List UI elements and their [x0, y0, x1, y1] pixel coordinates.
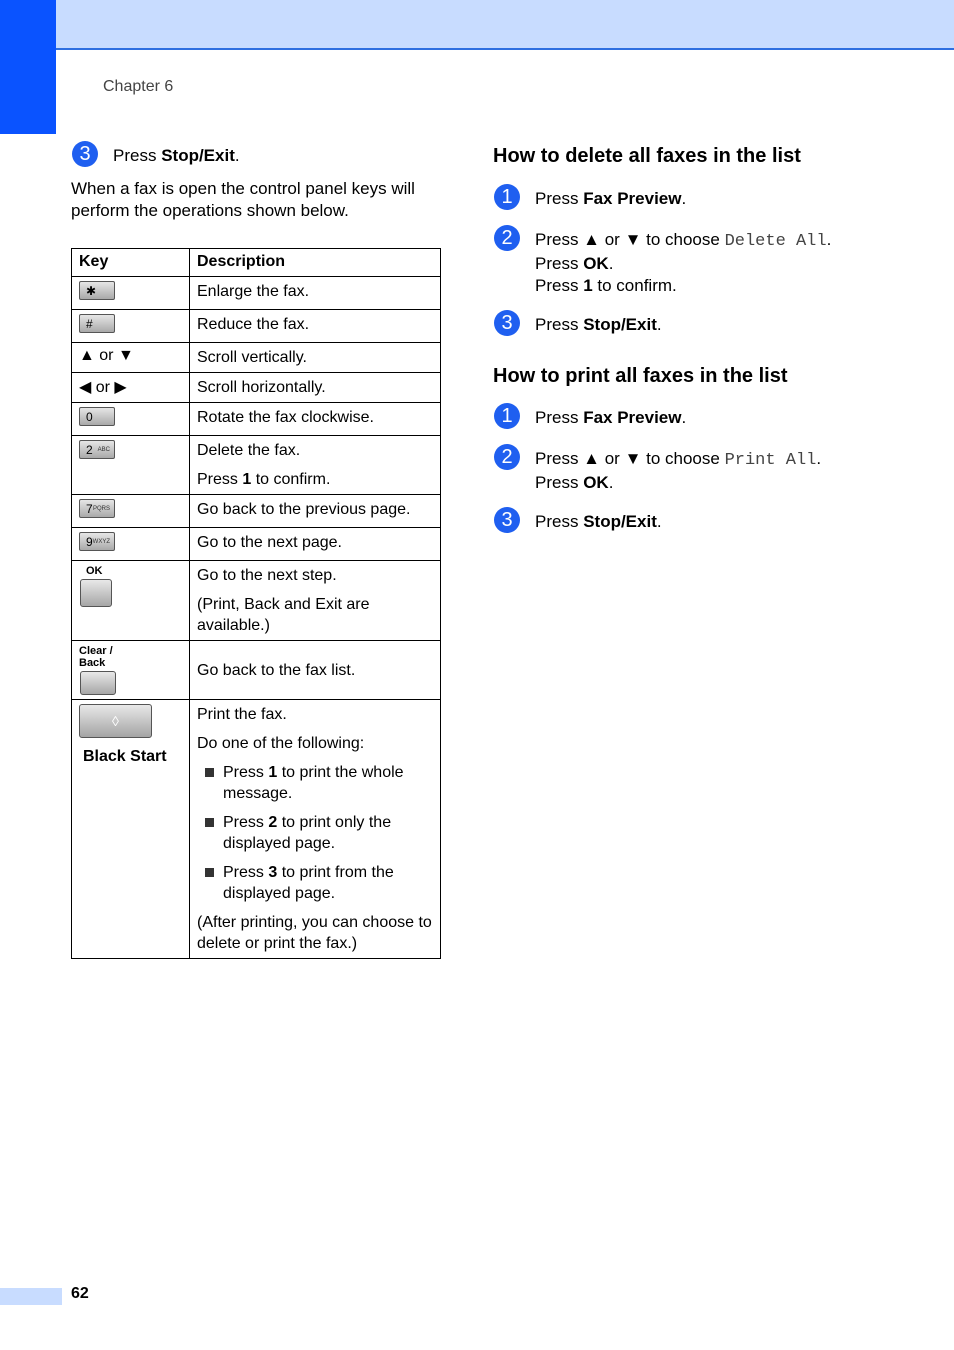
zero-key-icon: 0 — [79, 407, 115, 426]
print-section-title: How to print all faxes in the list — [493, 365, 788, 387]
seven-key-icon: 7 PQRS — [79, 499, 115, 518]
row-description-2: Do one of the following: — [197, 735, 365, 752]
step-text: Press Fax Preview. — [535, 408, 687, 427]
row-description: Go to the next step. — [197, 567, 337, 584]
page-number-band — [0, 1288, 62, 1305]
step-number: 2 — [494, 225, 520, 251]
step-number: 3 — [494, 310, 520, 336]
step-number: 3 — [72, 141, 98, 167]
page-number: 62 — [71, 1285, 89, 1302]
table-row — [72, 436, 441, 495]
row-description: Print the fax. — [197, 706, 287, 723]
table-header-key: Key — [72, 249, 190, 277]
print-options-list — [197, 762, 433, 904]
row-description: Go back to the fax list. — [197, 661, 356, 679]
black-start-label: Black Start — [83, 748, 167, 765]
ok-key-label: OK — [86, 565, 103, 577]
intro-text: When a fax is open the control panel keys will perform the operations shown below. — [71, 179, 415, 220]
step-number: 2 — [494, 444, 520, 470]
table-row — [72, 343, 441, 373]
row-confirm: Press 1 to confirm. — [197, 471, 331, 488]
table-row — [72, 403, 441, 436]
table-row — [72, 561, 441, 641]
up-down-arrow-icon: ▲ or ▼ — [79, 347, 134, 364]
two-key-icon: 2 ABC — [79, 440, 115, 459]
step-number: 3 — [494, 507, 520, 533]
table-row — [72, 700, 441, 959]
chapter-tab — [0, 0, 56, 134]
row-note: (After printing, you can choose to delete or print the fax.) — [197, 914, 432, 952]
clear-back-button-icon — [80, 671, 116, 695]
row-description: Scroll vertically. — [197, 349, 307, 366]
step-text: Press Stop/Exit. — [535, 315, 662, 334]
hash-key-icon: # — [79, 314, 115, 333]
list-item: Press 3 to print from the displayed page. — [197, 862, 433, 904]
row-description: Scroll horizontally. — [197, 379, 326, 396]
row-description: Rotate the fax clockwise. — [197, 409, 374, 426]
row-description: Reduce the fax. — [197, 316, 310, 333]
key-table — [71, 248, 441, 959]
black-start-button-icon: ◊ — [79, 704, 152, 738]
table-row — [72, 495, 441, 528]
clear-back-label: Clear / Back — [79, 645, 113, 669]
list-item: Press 2 to print only the displayed page. — [197, 812, 433, 854]
step-text: Press Stop/Exit. — [535, 512, 662, 531]
table-row — [72, 528, 441, 561]
row-description: Delete the fax. — [197, 442, 301, 459]
star-key-icon: ✱ — [79, 281, 115, 300]
step-number: 1 — [494, 403, 520, 429]
list-item: Press 1 to print the whole message. — [197, 762, 433, 804]
step-text: Press Stop/Exit. — [113, 146, 240, 165]
nine-key-icon: 9 WXYZ — [79, 532, 115, 551]
table-row — [72, 310, 441, 343]
step-text: Press ▲ or ▼ to choose Delete All. Press OK. Press 1 to confirm. — [535, 230, 832, 295]
table-row — [72, 641, 441, 700]
left-right-arrow-icon: ◀ or ▶ — [79, 379, 127, 396]
header-band — [56, 0, 954, 50]
row-description: Go to the next page. — [197, 534, 342, 551]
table-row — [72, 373, 441, 403]
table-header-desc: Description — [190, 249, 441, 277]
ok-button-icon — [80, 579, 112, 607]
step-number: 1 — [494, 184, 520, 210]
step-text: Press Fax Preview. — [535, 189, 687, 208]
delete-section-title: How to delete all faxes in the list — [493, 145, 801, 167]
row-description: Go back to the previous page. — [197, 501, 411, 518]
row-description: Enlarge the fax. — [197, 283, 310, 300]
table-row — [72, 277, 441, 310]
chapter-label: Chapter 6 — [103, 78, 174, 95]
step-text: Press ▲ or ▼ to choose Print All. Press OK. — [535, 449, 822, 492]
row-note: (Print, Back and Exit are available.) — [197, 596, 370, 634]
